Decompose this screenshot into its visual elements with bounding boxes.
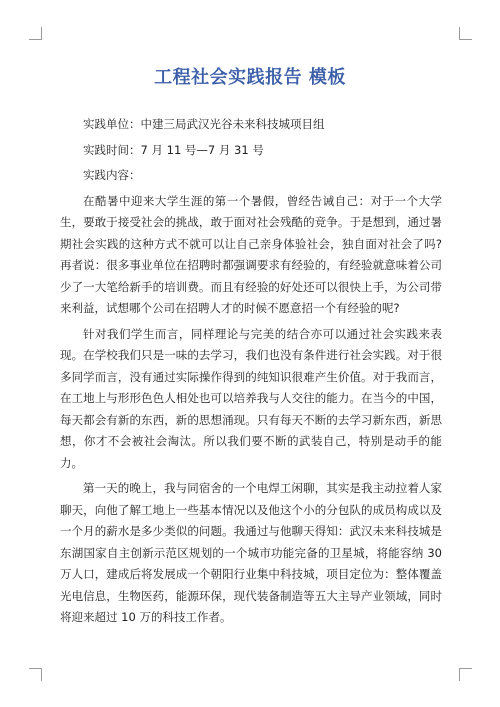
document-title: 工程社会实践报告 模板 [154,67,346,88]
crop-mark-top-left [29,27,42,40]
paragraph-2: 针对我们学生而言，同样理论与完美的结合亦可以通过社会实践来表现。在学校我们只是一味的去学习，我们也没有条件进行社会实践。对于很多同学而言，没有通过实际操作得到的纯知识很难产生价值。对于我而言，在工地上与形形色色人相处也可以培养我与人交往的能力。在当今的中国，每天都会有新的东西，新的思想涌现。只有每天不断的去学习新东西，新思想，你才不会被社会淘汰。所以我们要不断的武装自己，特别是动手的能力。 [60,326,442,470]
practice-unit: 实践单位：中建三局武汉光谷未来科技城项目组 [83,117,325,131]
document-body [60,114,442,633]
crop-mark-top-right [459,27,472,40]
paragraph-3: 第一天的晚上，我与同宿舍的一个电焊工闲聊，其实是我主动拉着人家聊天，向他了解工地上一些基本情况以及他这个小的分包队的成员构成以及一个月的薪水是多少类似的问题。我通过与他聊天得知：武汉未来科技城是东湖国家自主创新示范区规划的一个城市功能完备的卫星城，将能容纳 30 万人口，建成后将发展成一个朝阳行业集中科技城，项目定位为：整体覆盖光电信息，生物医药，能源环保，现代装备制造等五大主导产业领域，同时将迎来超过 10 万的科技工作者。 [60,481,442,624]
practice-time: 实践时间：7 月 11 号—7 月 31 号 [83,142,264,157]
crop-mark-bottom-left [29,668,42,681]
crop-mark-bottom-right [459,668,472,681]
practice-content-heading: 实践内容： [83,168,141,182]
paragraph-1: 在酷暑中迎来大学生涯的第一个暑假，曾经告诫自己：对于一个大学生，要敢于接受社会的挑战，敢于面对社会残酷的竞争。于是想到，通过暑期社会实践的这种方式不就可以让自己亲身体验社会，独自面对社会了吗?再者说：很多事业单位在招聘时都强调要求有经验的，有经验就意味着公司少了一大笔给新手的培训费。而且有经验的好处还可以很快上手，为公司带来利益，试想哪个公司在招聘人才的时候不愿意招一个有经验的呢? [60,193,442,315]
